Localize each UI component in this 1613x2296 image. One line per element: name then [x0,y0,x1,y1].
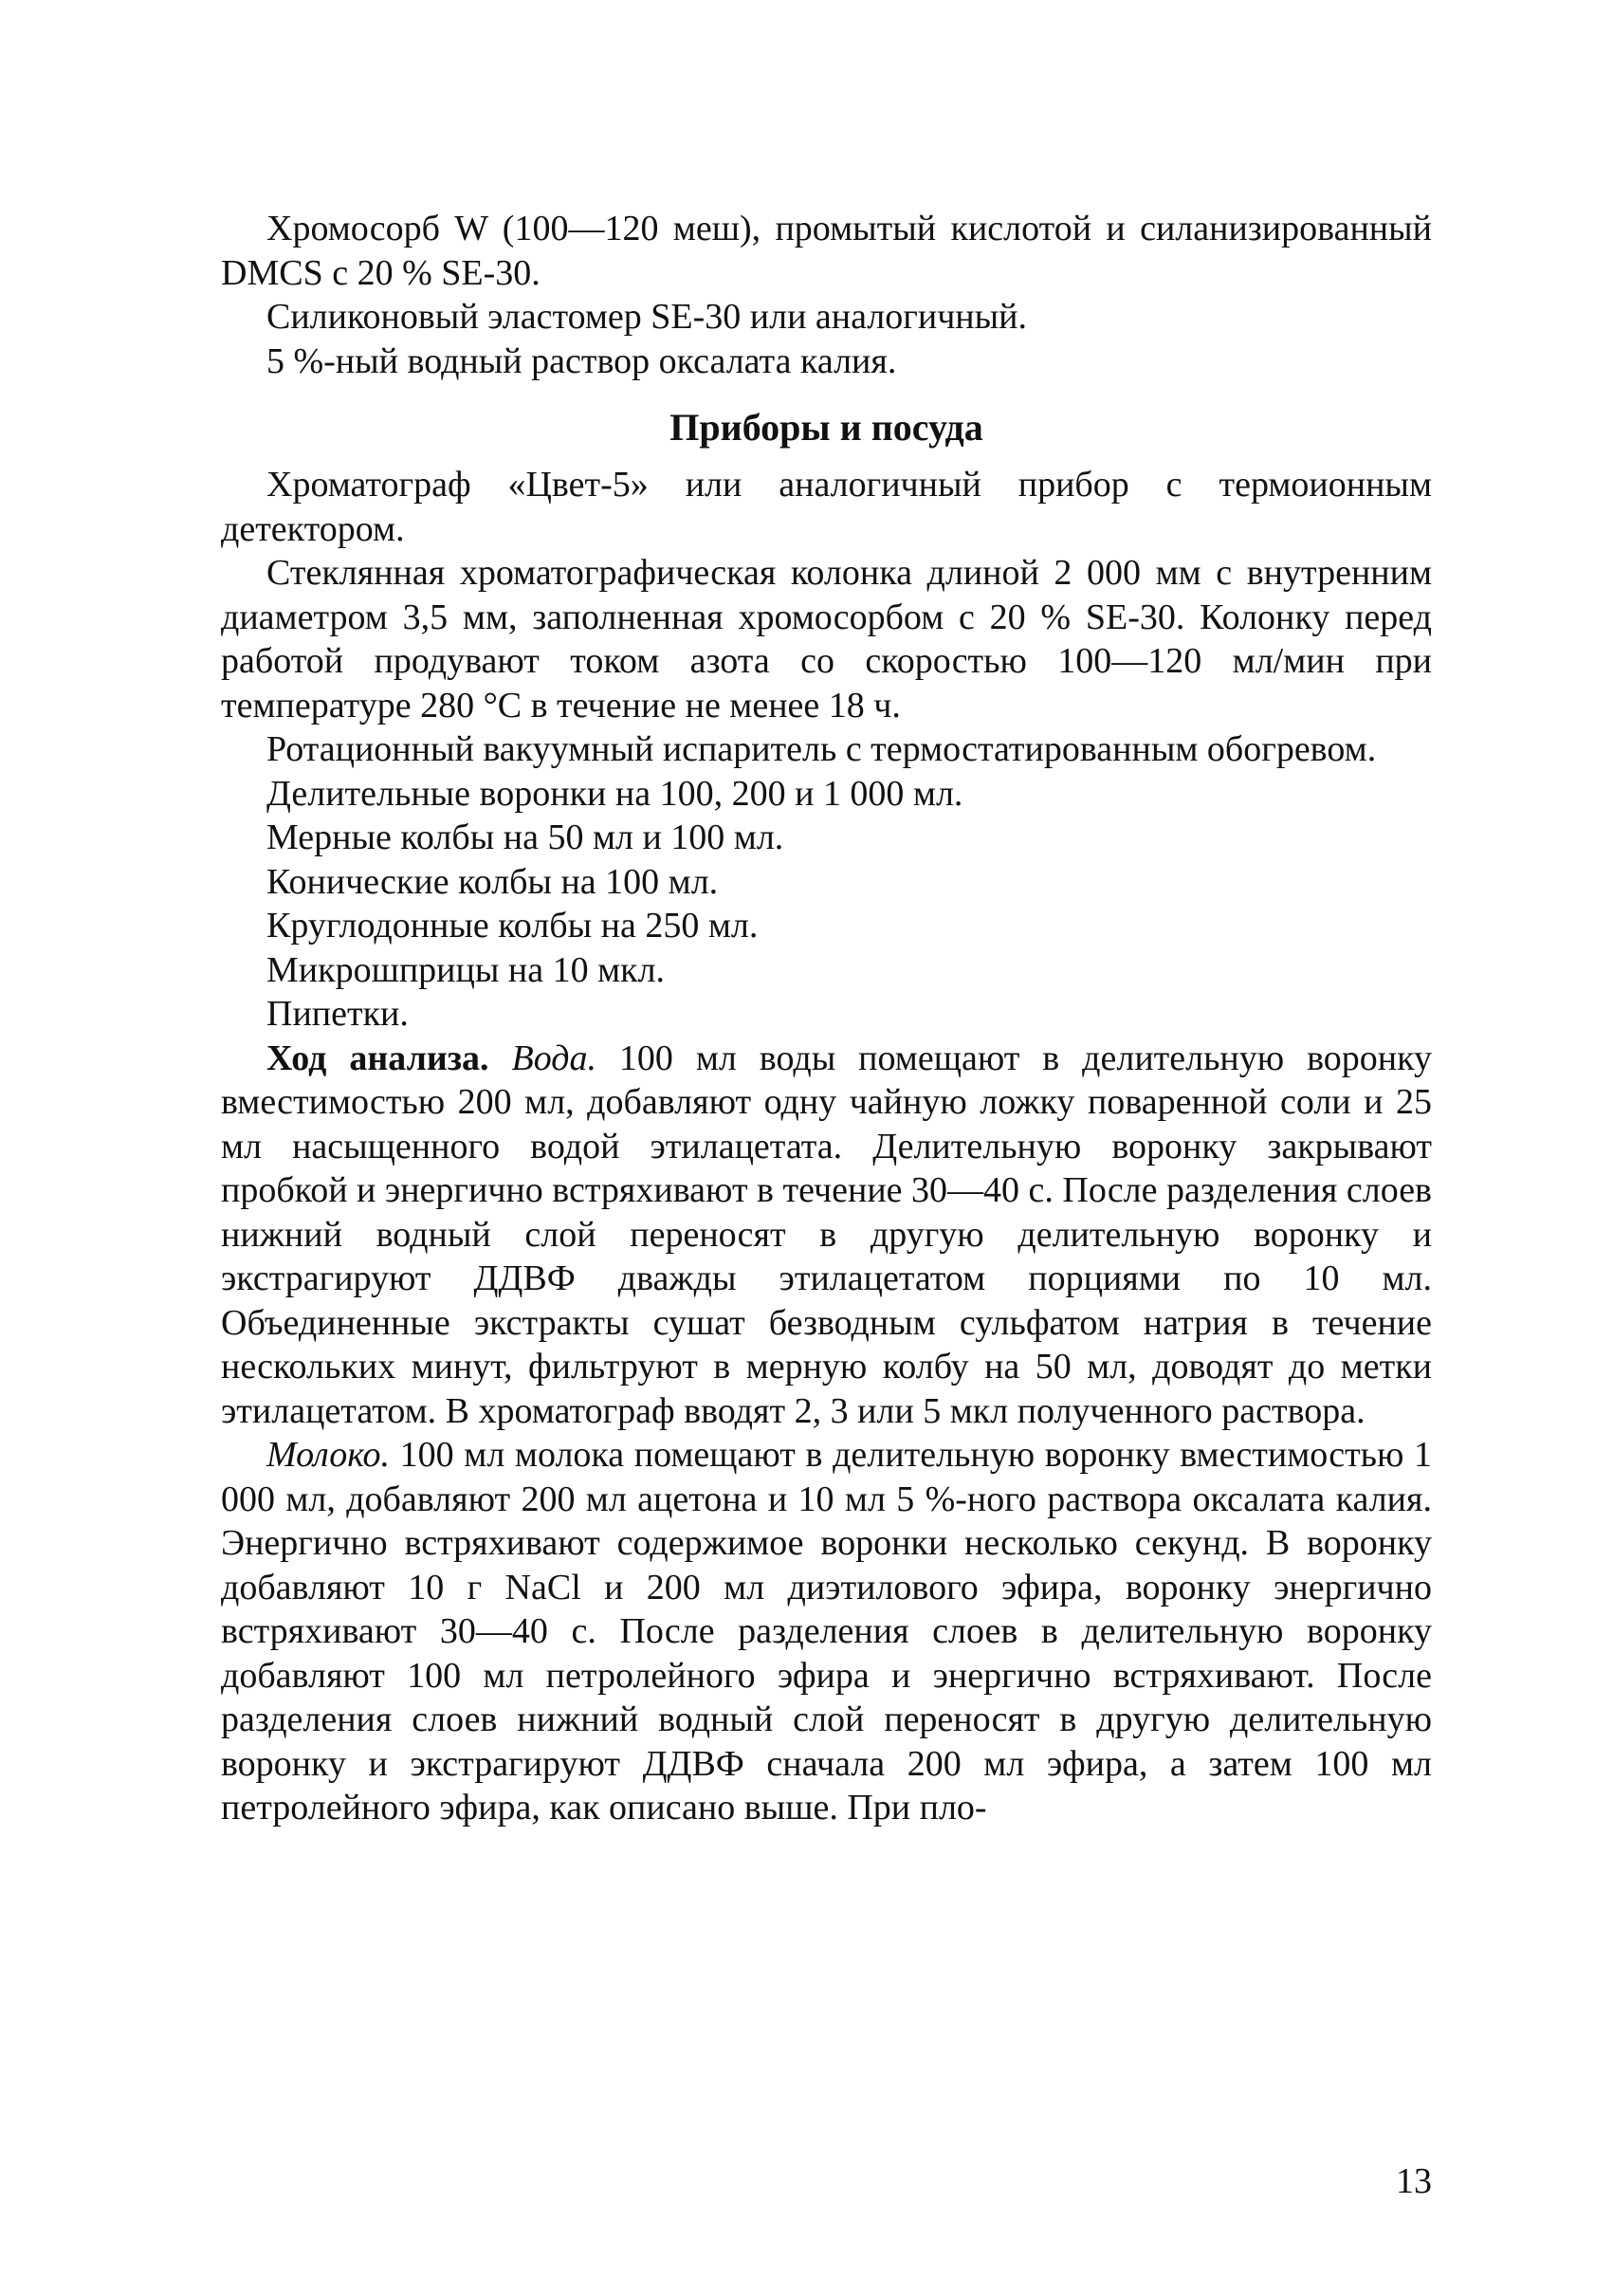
equipment-paragraph-1: Хроматограф «Цвет-5» или аналогичный прибор с термоионным детектором. [221,465,1432,549]
material-paragraph-3: 5 %-ный водный раствор оксалата калия. [266,340,897,381]
equipment-item-microsyringes: Микрошприцы на 10 мкл. [266,949,666,990]
equipment-item-conical-flasks: Конические колбы на 100 мл. [266,861,719,902]
analysis-heading: Ход анализа. [266,1038,489,1078]
material-paragraph-1: Хромосорб W (100—120 меш), промытый кислотой и силанизированный DMCS с 20 % SE-30. [221,209,1432,293]
equipment-item-round-flasks: Круглодонные колбы на 250 мл. [266,906,759,946]
milk-procedure-text: 100 мл молока помещают в делительную воронку вместимостью 1 000 мл, добавляют 200 мл ацетона и 10 мл 5 %-ного раствора оксалата калия. Энергично встряхивают содержимое воронки несколько секунд. В воронку добавляют 10 г NaCl и 200 мл диэтилового эфира, воронку энергично встряхивают 30—40 с. После разделения слоев в делительную воронку добавляют 100 мл петролейного эфира и энергично встряхивают. После разделения слоев нижний водный слой переносят в другую делительную воронку и экстрагируют ДДВФ сначала 200 мл эфира, а затем 100 мл петролейного эфира, как описано выше. При пло- [221,1435,1433,1828]
analysis-milk-paragraph [221,1433,1432,1830]
equipment-paragraph-2: Стеклянная хроматографическая колонка длиной 2 000 мм с внутренним диаметром 3,5 мм, заполненная хромосорбом с 20 % SE-30. Колонку перед работой продувают током азота со скоростью 100—120 мл/мин при температуре 280 °С в течение не менее 18 ч. [221,553,1432,726]
water-subheading: Вода. [511,1038,596,1078]
equipment-item-volumetric-flasks: Мерные колбы на 50 мл и 100 мл. [266,817,784,857]
equipment-paragraph-3: Ротационный вакуумный испаритель с термостатированным обогревом. [266,729,1377,769]
body-text [221,207,1432,1830]
equipment-item-pipettes: Пипетки. [266,994,409,1034]
analysis-water-paragraph [221,1037,1432,1434]
water-procedure-text: 100 мл воды помещают в делительную воронку вместимостью 200 мл, добавляют одну чайную ложку поваренной соли и 25 мл насыщенного водой этилацетата. Делительную воронку закрывают пробкой и энергично встряхивают в течение 30—40 с. После разделения слоев нижний водный слой переносят в другую делительную воронку и экстрагируют ДДВФ дважды этилацетатом порциями по 10 мл. Объединенные экстракты сушат безводным сульфатом натрия в течение нескольких минут, фильтруют в мерную колбу на 50 мл, доводят до метки этилацетатом. В хроматограф вводят 2, 3 или 5 мкл полученного раствора. [221,1038,1433,1431]
milk-subheading: Молоко. [266,1435,391,1475]
page-number: 13 [1396,2161,1432,2201]
section-heading: Приборы и посуда [669,406,983,449]
equipment-item-funnels: Делительные воронки на 100, 200 и 1 000 мл. [266,773,963,814]
material-paragraph-2: Силиконовый эластомер SE-30 или аналогичный. [266,297,1028,337]
